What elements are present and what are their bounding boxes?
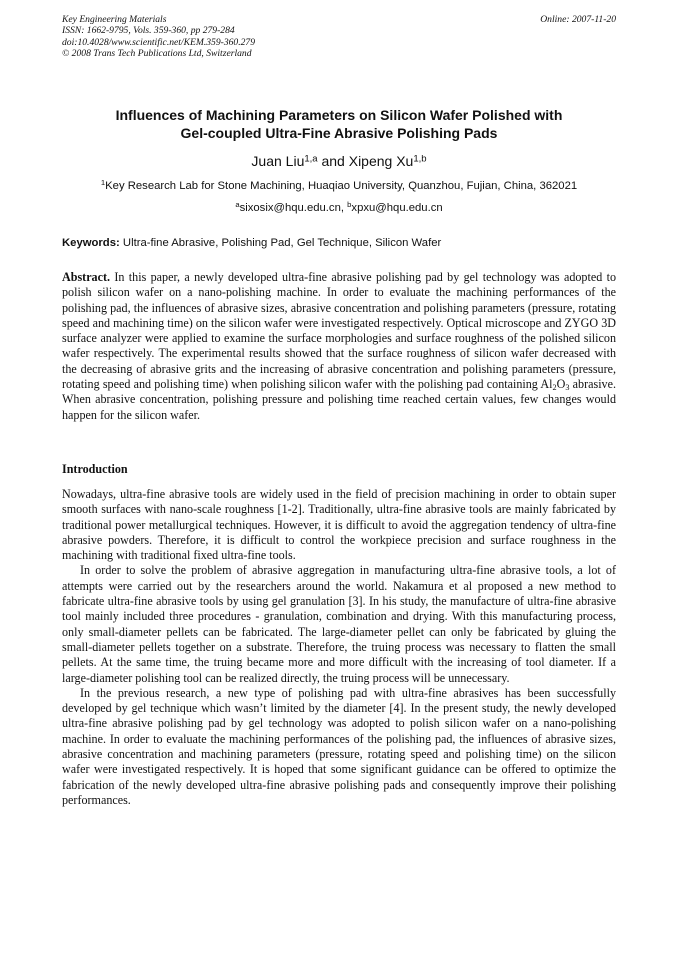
paper-title (62, 106, 616, 142)
journal-header (62, 14, 616, 59)
subscript: 3 (565, 383, 570, 393)
affiliation (62, 179, 616, 193)
abstract-label: Abstract. (62, 270, 111, 284)
title-line-2: Gel-coupled Ultra-Fine Abrasive Polishing Pads (180, 125, 498, 141)
paragraph: In the previous research, a new type of polishing pad with ultra-fine abrasives has been successfully developed by gel technique which wasn’t limited by the diameter [4]. In the present study, the newly developed ultra-fine abrasive polishing pad by gel technology was adopted to polish silicon wafer on a nano-polishing machine. In order to evaluate the machining performances of the polishing pad, the influences of abrasive sizes, abrasive concentration and machining parameters (pressure, rotating speed and polishing time) on the silicon wafer were investigated respectively. It is hoped that some significant guidance can be offered to optimize the fabrication of the newly developed ultra-fine abrasive polishing pads and consequently improve their polishing performances. (62, 685, 616, 807)
abstract-text: abrasive. When abrasive concentration, polishing pressure and polishing time reached certain values, few changes would happen for the silicon wafer. (62, 377, 616, 422)
abstract-text: O (556, 377, 566, 392)
abstract (62, 270, 616, 423)
author-name: Juan Liu (251, 153, 305, 169)
copyright-line: © 2008 Trans Tech Publications Ltd, Switzerland (62, 47, 252, 59)
email-link[interactable]: xpxu@hqu.edu.cn (351, 202, 443, 214)
introduction-body (62, 487, 616, 808)
paragraph: Nowadays, ultra-fine abrasive tools are widely used in the field of precision machining in order to obtain super smooth surfaces with nano-scale roughness [1-2]. Traditionally, ultra-fine abrasive tools are mainly fabricated by traditional power metallurgical techniques. However, it is difficult to avoid the aggregation tendency of ultra-fine abrasive powders. Therefore, it is difficult to control the workpiece precision and surface roughness in the machining with traditional fixed ultra-fine tools. (62, 487, 616, 563)
online-date: Online: 2007-11-20 (540, 14, 616, 25)
keywords-text: Ultra-fine Abrasive, Polishing Pad, Gel Technique, Silicon Wafer (119, 237, 442, 249)
author-affiliation-mark: 1,a (304, 153, 318, 165)
abstract-text: In this paper, a newly developed ultra-fine abrasive polishing pad by gel technology was adopted to polish silicon wafer on a nano-polishing machine. In order to evaluate the machining performances of the polishing pad, the influences of abrasive sizes, abrasive concentration and polishing parameters (pressure, rotating speed and machining time) on the silicon wafer were investigated respectively. Optical microscope and ZYGO 3D surface analyzer were applied to examine the surface morphologies and surface roughness of the polished silicon wafer respectively. The experimental results showed that the surface roughness of silicon wafer decreased with the decreasing of abrasive grits and the increasing of abrasive concentration and polishing parameters (pressure, rotating speed and polishing time) when polishing silicon wafer with the polishing pad containing Al (62, 270, 616, 392)
email-mark: a (235, 200, 240, 210)
affiliation-mark: 1 (100, 178, 106, 188)
doi-line: doi:10.4028/www.scientific.net/KEM.359-360.279 (62, 36, 256, 48)
author-emails (62, 201, 616, 215)
author-joiner: and (317, 153, 349, 169)
journal-name: Key Engineering Materials (62, 14, 167, 25)
email-link[interactable]: sixosix@hqu.edu.cn, (239, 202, 348, 214)
email-mark: b (347, 200, 352, 210)
title-line-1: Influences of Machining Parameters on Silicon Wafer Polished with (115, 107, 563, 123)
section-heading: Introduction (62, 462, 128, 476)
author-affiliation-mark: 1,b (413, 153, 427, 165)
author-name: Xipeng Xu (348, 153, 414, 169)
keywords (62, 236, 616, 250)
paragraph: In order to solve the problem of abrasive aggregation in manufacturing ultra-fine abrasive tools, a lot of attempts were carried out by the researchers around the world. Nakamura et al proposed a new method to fabricate ultra-fine abrasive tools by using gel granulation [3]. In his study, the manufacture of ultra-fine abrasive tool mainly included three procedures - granulation, combination and drying. With this manufacturing process, only small-diameter pellets can be fabricated. The large-diameter pellet can only be fabricated by gluing the small-diameter pellets together on a substrate. Therefore, the truing process was necessary to flatten the small pellets. At the same time, the truing became more and more difficult with the increasing of tool diameter. If a large-diameter polishing tool can be realized directly, the truing process will be unnecessary. (62, 563, 616, 685)
subscript: 2 (552, 383, 557, 393)
affiliation-text: Key Research Lab for Stone Machining, Huaqiao University, Quanzhou, Fujian, China, 362021 (105, 180, 578, 192)
author-list (62, 152, 616, 170)
issn-line: ISSN: 1662-9795, Vols. 359-360, pp 279-284 (62, 25, 235, 37)
keywords-label: Keywords: (62, 237, 120, 249)
